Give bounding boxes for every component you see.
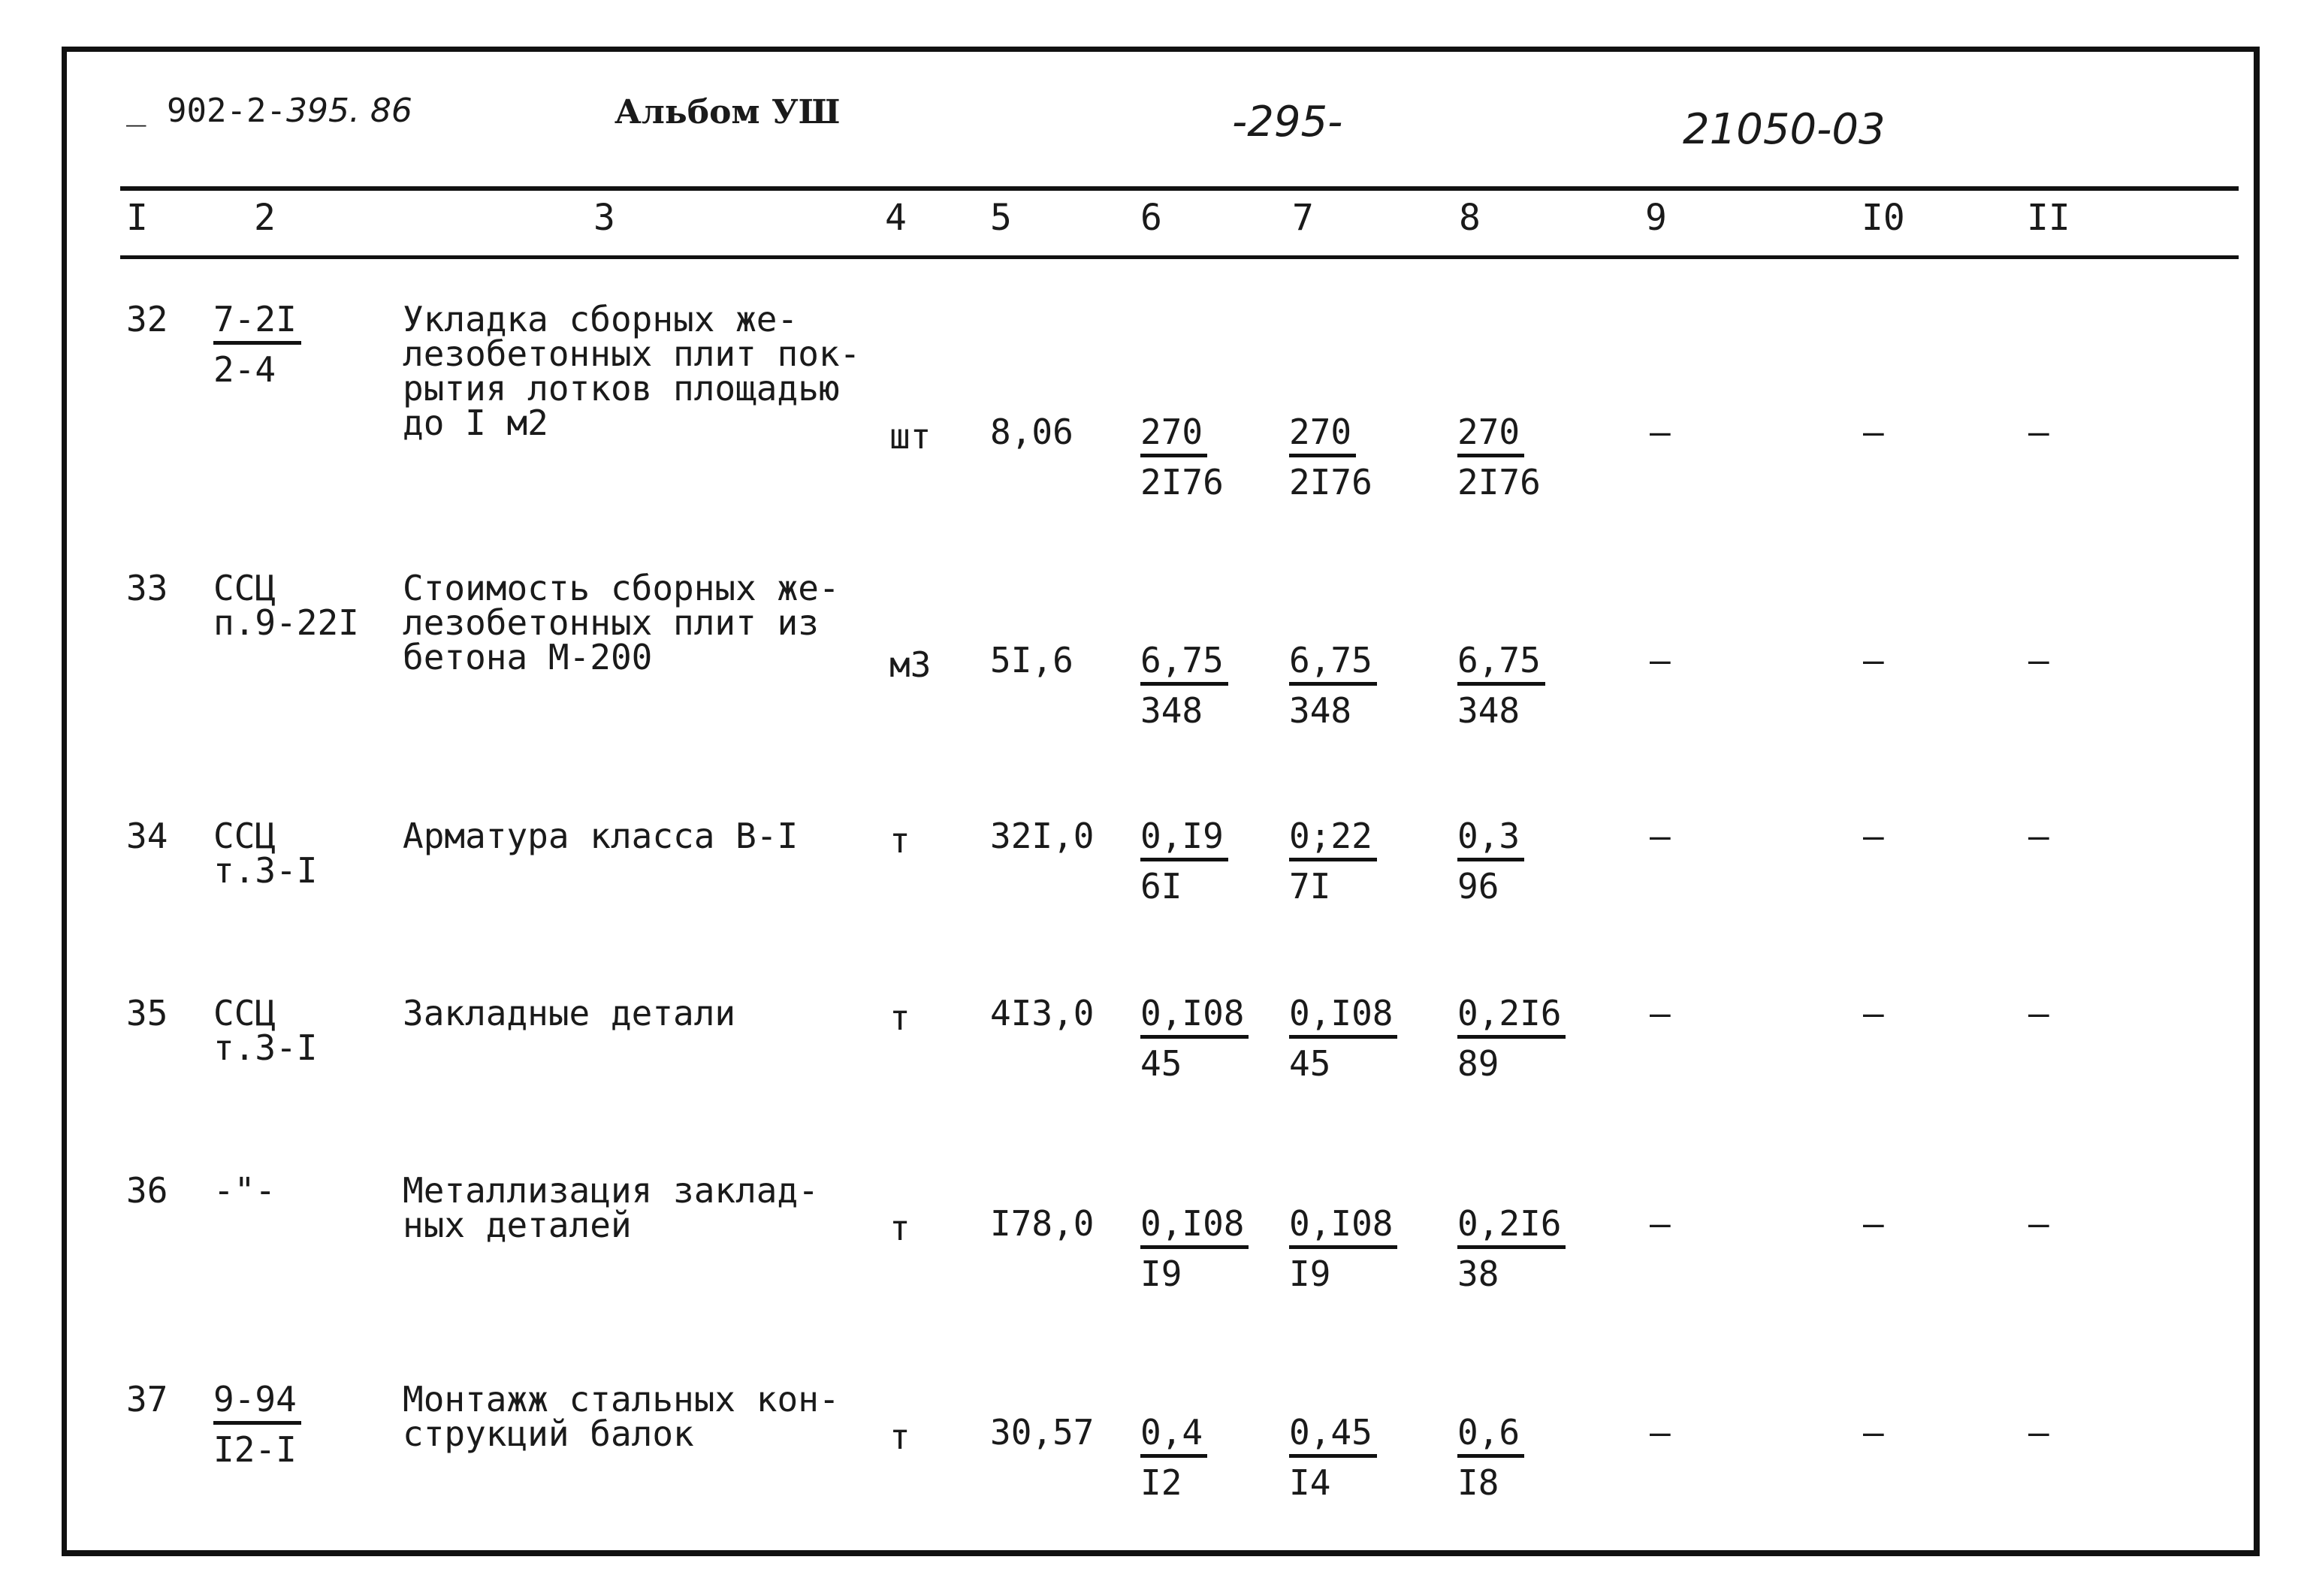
rate-code — [213, 1170, 276, 1211]
value-col-9: – — [1650, 640, 1671, 680]
quantity: 30,57 — [990, 1412, 1095, 1453]
rate-code-top: 9-94 — [213, 1382, 301, 1425]
value-col-6-denominator: 6I — [1140, 866, 1182, 907]
value-col-11: – — [2028, 412, 2049, 452]
value-col-6-numerator: 0,I08 — [1140, 1206, 1249, 1249]
unit: т — [889, 1416, 910, 1457]
column-number-10: I0 — [1862, 197, 1905, 239]
value-col-8-denominator: 96 — [1457, 866, 1499, 907]
work-description — [403, 1379, 898, 1454]
unit: шт — [889, 416, 932, 457]
column-number-3: 3 — [593, 197, 615, 239]
header-dash: _ — [126, 89, 146, 127]
value-col-8 — [1457, 993, 1566, 1084]
column-number-2: 2 — [254, 197, 276, 239]
value-col-6-denominator: 45 — [1140, 1043, 1182, 1084]
work-description-line: Стоимость сборных же- — [403, 568, 840, 608]
value-col-6-numerator: 0,I9 — [1140, 819, 1228, 861]
row-number: 34 — [126, 816, 168, 856]
value-col-8-numerator: 6,75 — [1457, 643, 1545, 686]
rate-code-top: ССЦ — [213, 993, 276, 1033]
column-number-6: 6 — [1140, 197, 1162, 239]
column-number-9: 9 — [1645, 197, 1667, 239]
value-col-8-denominator: 2I76 — [1457, 462, 1541, 502]
unit: т — [889, 997, 910, 1038]
work-description-line: рытия лотков площадью — [403, 368, 840, 409]
document-number-prefix: 902-2- — [167, 92, 286, 130]
rate-code-bottom: т.3-I — [213, 850, 318, 891]
value-col-9: – — [1650, 1412, 1671, 1453]
value-col-6-numerator: 270 — [1140, 415, 1207, 457]
value-col-11: – — [2028, 816, 2049, 856]
unit: т — [889, 1208, 910, 1248]
value-col-8-numerator: 270 — [1457, 415, 1524, 457]
value-col-8 — [1457, 816, 1524, 907]
work-description-line: Арматура класса В-I — [403, 816, 799, 856]
value-col-6 — [1140, 412, 1224, 502]
value-col-7-numerator: 0,I08 — [1289, 996, 1397, 1039]
value-col-11: – — [2028, 993, 2049, 1033]
value-col-6 — [1140, 816, 1228, 907]
value-col-8-numerator: 0,3 — [1457, 819, 1524, 861]
work-description — [403, 816, 898, 856]
column-number-11: II — [2027, 197, 2070, 239]
column-number-8: 8 — [1459, 197, 1481, 239]
quantity: 8,06 — [990, 412, 1073, 452]
value-col-10: – — [1863, 412, 1884, 452]
work-description — [403, 993, 898, 1033]
document-number — [167, 92, 412, 130]
rate-code — [213, 299, 301, 390]
value-col-7-denominator: I9 — [1289, 1254, 1331, 1294]
rate-code-bottom: т.3-I — [213, 1027, 318, 1068]
page-frame — [62, 47, 2260, 1556]
work-description-line: Закладные детали — [403, 993, 736, 1033]
row-number: 35 — [126, 993, 168, 1033]
value-col-10: – — [1863, 816, 1884, 856]
value-col-8 — [1457, 1203, 1566, 1294]
value-col-10: – — [1863, 1203, 1884, 1244]
value-col-7 — [1289, 640, 1377, 731]
value-col-7 — [1289, 816, 1377, 907]
work-description-line: бетона М-200 — [403, 637, 653, 677]
value-col-7-numerator: 0,45 — [1289, 1415, 1377, 1458]
value-col-6-denominator: I9 — [1140, 1254, 1182, 1294]
value-col-6 — [1140, 1203, 1249, 1294]
rate-code-top: ССЦ — [213, 816, 276, 856]
value-col-10: – — [1863, 993, 1884, 1033]
value-col-11: – — [2028, 1203, 2049, 1244]
value-col-8 — [1457, 1412, 1524, 1503]
value-col-6 — [1140, 640, 1228, 731]
quantity: 32I,0 — [990, 816, 1095, 856]
value-col-6-denominator: I2 — [1140, 1462, 1182, 1503]
value-col-7-denominator: 2I76 — [1289, 462, 1372, 502]
quantity: 4I3,0 — [990, 993, 1095, 1033]
rate-code-top: -"- — [213, 1170, 276, 1211]
value-col-6-denominator: 2I76 — [1140, 462, 1224, 502]
value-col-7 — [1289, 1412, 1377, 1503]
value-col-6 — [1140, 1412, 1207, 1503]
value-col-6-numerator: 0,I08 — [1140, 996, 1249, 1039]
column-number-1: I — [126, 197, 148, 239]
value-col-7 — [1289, 993, 1397, 1084]
unit: м3 — [889, 644, 932, 685]
row-number: 36 — [126, 1170, 168, 1211]
quantity: 5I,6 — [990, 640, 1073, 680]
value-col-7-numerator: 0;22 — [1289, 819, 1377, 861]
value-col-11: – — [2028, 640, 2049, 680]
value-col-8-numerator: 0,2I6 — [1457, 1206, 1566, 1249]
value-col-11: – — [2028, 1412, 2049, 1453]
work-description-line: Укладка сборных же- — [403, 299, 799, 339]
work-description — [403, 299, 898, 443]
column-number-7: 7 — [1292, 197, 1314, 239]
value-col-8-denominator: 89 — [1457, 1043, 1499, 1084]
value-col-8-numerator: 0,6 — [1457, 1415, 1524, 1458]
rate-code — [213, 568, 359, 643]
value-col-8 — [1457, 412, 1541, 502]
sheet-code: 21050-03 — [1683, 105, 1886, 154]
value-col-6-numerator: 0,4 — [1140, 1415, 1207, 1458]
page-number: -295- — [1232, 98, 1343, 146]
row-number: 33 — [126, 568, 168, 608]
album-label: Альбом УШ — [614, 93, 841, 131]
value-col-9: – — [1650, 1203, 1671, 1244]
row-number: 32 — [126, 299, 168, 339]
value-col-8-denominator: 38 — [1457, 1254, 1499, 1294]
value-col-7 — [1289, 1203, 1397, 1294]
rate-code — [213, 1379, 301, 1470]
value-col-7-denominator: 45 — [1289, 1043, 1331, 1084]
document-number-handwritten: 395. 86 — [285, 92, 412, 130]
rate-code-bottom: I2-I — [213, 1429, 297, 1470]
rate-code-bottom: 2-4 — [213, 349, 276, 390]
work-description — [403, 1170, 898, 1245]
work-description-line: струкций балок — [403, 1413, 694, 1454]
quantity: I78,0 — [990, 1203, 1095, 1244]
value-col-6-numerator: 6,75 — [1140, 643, 1228, 686]
work-description-line: Металлизация заклад- — [403, 1170, 819, 1211]
work-description-line: ных деталей — [403, 1205, 632, 1245]
value-col-7-numerator: 0,I08 — [1289, 1206, 1397, 1249]
value-col-7-denominator: 348 — [1289, 690, 1352, 731]
work-description-line: Монтажж стальных кон- — [403, 1379, 840, 1420]
work-description — [403, 568, 898, 677]
rate-code — [213, 993, 318, 1068]
value-col-8 — [1457, 640, 1545, 731]
rate-code-top: 7-2I — [213, 302, 301, 345]
value-col-6 — [1140, 993, 1249, 1084]
header-bottom-rule — [120, 255, 2239, 259]
rate-code-bottom: п.9-22I — [213, 602, 359, 643]
value-col-10: – — [1863, 640, 1884, 680]
value-col-9: – — [1650, 412, 1671, 452]
work-description-line: лезобетонных плит пок- — [403, 333, 861, 374]
value-col-8-numerator: 0,2I6 — [1457, 996, 1566, 1039]
rate-code — [213, 816, 318, 891]
value-col-7-numerator: 6,75 — [1289, 643, 1377, 686]
unit: т — [889, 820, 910, 861]
rate-code-top: ССЦ — [213, 568, 276, 608]
value-col-8-denominator: I8 — [1457, 1462, 1499, 1503]
work-description-line: лезобетонных плит из — [403, 602, 819, 643]
value-col-8-denominator: 348 — [1457, 690, 1520, 731]
work-description-line: до I м2 — [403, 403, 548, 443]
value-col-9: – — [1650, 993, 1671, 1033]
value-col-7 — [1289, 412, 1372, 502]
value-col-7-denominator: I4 — [1289, 1462, 1331, 1503]
value-col-9: – — [1650, 816, 1671, 856]
column-number-5: 5 — [990, 197, 1012, 239]
value-col-6-denominator: 348 — [1140, 690, 1203, 731]
value-col-7-denominator: 7I — [1289, 866, 1331, 907]
value-col-10: – — [1863, 1412, 1884, 1453]
column-number-4: 4 — [885, 197, 907, 239]
value-col-7-numerator: 270 — [1289, 415, 1356, 457]
header-top-rule — [120, 186, 2239, 191]
row-number: 37 — [126, 1379, 168, 1420]
